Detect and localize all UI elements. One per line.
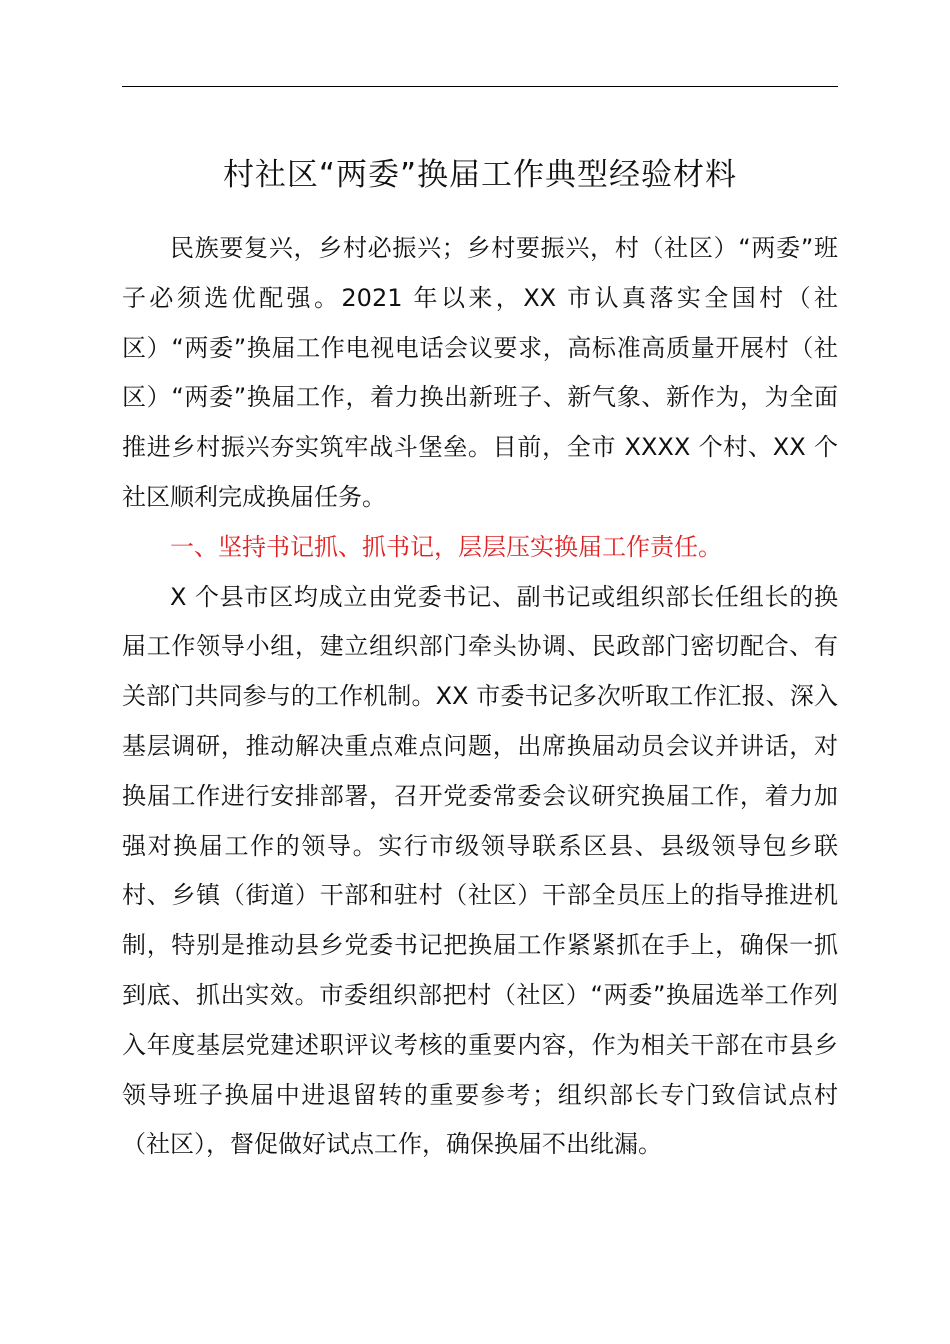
- section-heading-1: 一、坚持书记抓、抓书记，层层压实换届工作责任。: [170, 532, 722, 561]
- document-body: [122, 224, 838, 1170]
- document-title: 村社区“两委”换届工作典型经验材料: [222, 157, 738, 193]
- intro-paragraph: 民族要复兴，乡村必振兴；乡村要振兴，村（社区）“两委”班子必须选优配强。2021 年以来，XX 市认真落实全国村（社区）“两委”换届工作电视电话会议要求，高标准高质量开展村（社区）“两委”换届工作，着力换出新班子、新气象、新作为，为全面推进乡村振兴夯实筑牢战斗堡垒。目前，全市 XXXX 个村、XX 个社区顺利完成换届任务。: [122, 234, 838, 511]
- section-1-paragraph: X 个县市区均成立由党委书记、副书记或组织部长任组长的换届工作领导小组，建立组织部门牵头协调、民政部门密切配合、有关部门共同参与的工作机制。XX 市委书记多次听取工作汇报、深入基层调研，推动解决重点难点问题，出席换届动员会议并讲话，对换届工作进行安排部署，召开党委常委会议研究换届工作，着力加强对换届工作的领导。实行市级领导联系区县、县级领导包乡联村、乡镇（街道）干部和驻村（社区）干部全员压上的指导推进机制，特别是推动县乡党委书记把换届工作紧紧抓在手上，确保一抓到底、抓出实效。市委组织部把村（社区）“两委”换届选举工作列入年度基层党建述职评议考核的重要内容，作为相关干部在市县乡领导班子换届中进退留转的重要参考；组织部长专门致信试点村（社区），督促做好试点工作，确保换届不出纰漏。: [122, 582, 838, 1159]
- header-rule: [122, 86, 838, 87]
